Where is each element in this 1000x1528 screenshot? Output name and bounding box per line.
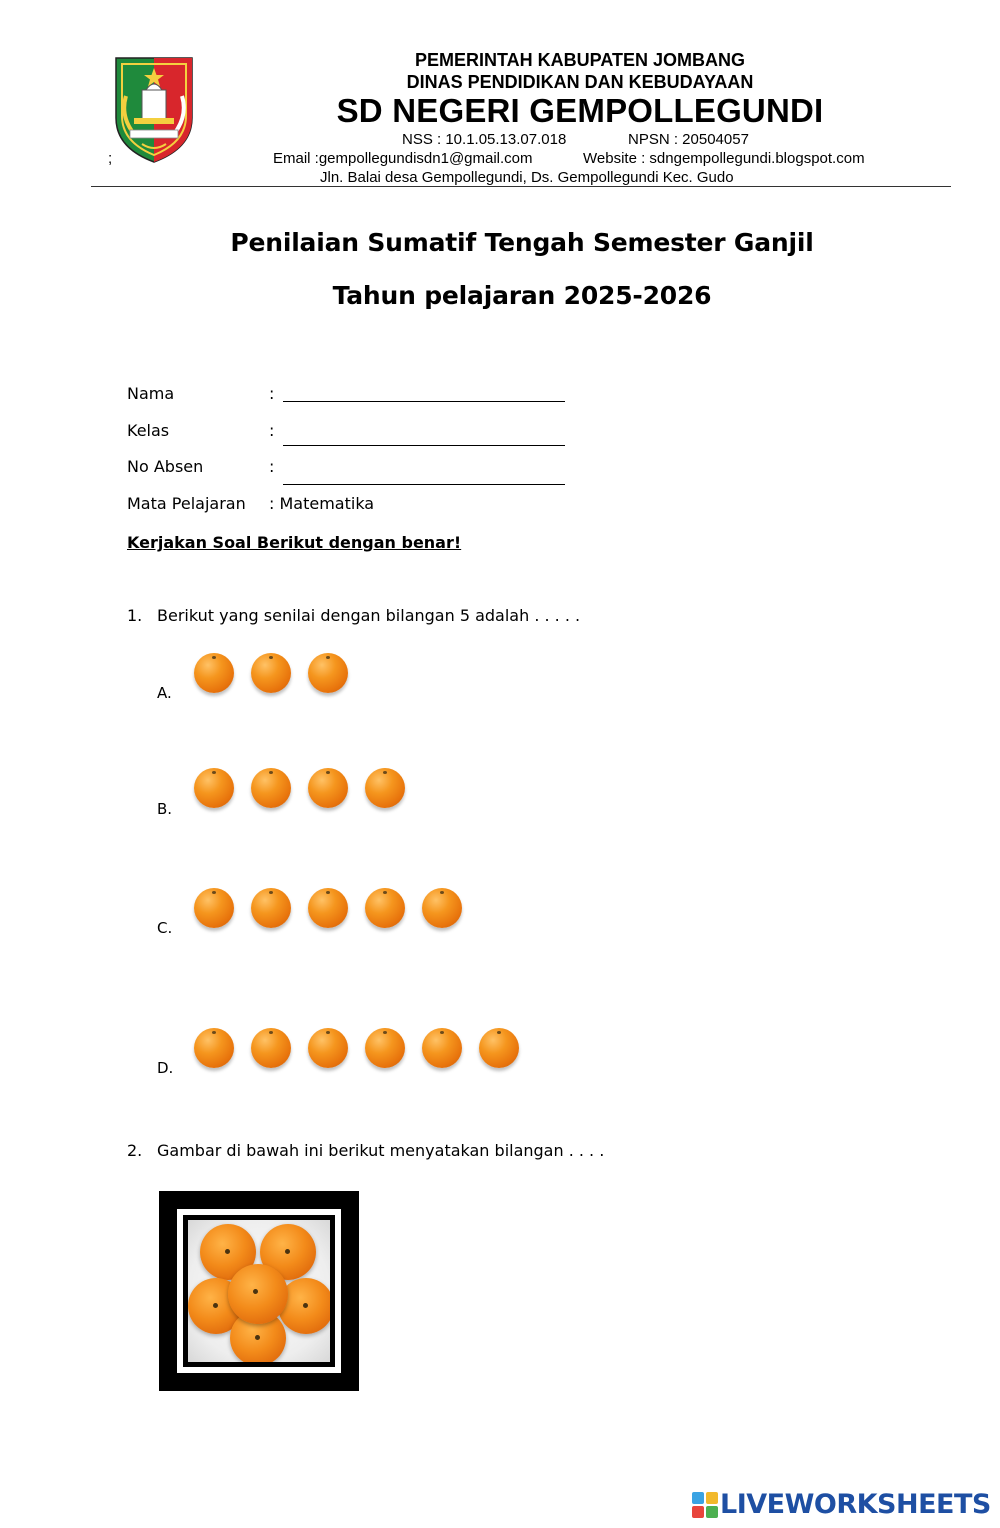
- absen-label: No Absen: [127, 457, 204, 476]
- name-colon: :: [269, 384, 275, 403]
- liveworksheets-text: LIVEWORKSHEETS: [720, 1489, 991, 1520]
- nss-number: NSS : 10.1.05.13.07.018: [402, 131, 567, 148]
- oranges-photo: [188, 1220, 330, 1362]
- option-b-oranges[interactable]: [194, 768, 405, 808]
- stray-semicolon: ;: [108, 150, 113, 167]
- name-field[interactable]: [283, 401, 565, 402]
- class-field[interactable]: [283, 445, 565, 446]
- question-2-text: Gambar di bawah ini berikut menyatakan bilangan . . . .: [157, 1141, 605, 1160]
- absen-field[interactable]: [283, 484, 565, 485]
- orange-icon: [422, 1028, 462, 1068]
- orange-icon: [251, 768, 291, 808]
- class-label: Kelas: [127, 421, 170, 440]
- orange-icon: [308, 653, 348, 693]
- orange-icon: [365, 768, 405, 808]
- option-c-label[interactable]: C.: [157, 919, 173, 937]
- orange-icon: [194, 768, 234, 808]
- option-d-label[interactable]: D.: [157, 1059, 174, 1077]
- header-department: DINAS PENDIDIKAN DAN KEBUDAYAAN: [406, 72, 754, 92]
- orange-icon: [194, 888, 234, 928]
- orange-icon: [251, 888, 291, 928]
- header-government: PEMERINTAH KABUPATEN JOMBANG: [414, 50, 745, 70]
- option-a-oranges[interactable]: [194, 653, 348, 693]
- orange-icon: [194, 1028, 234, 1068]
- question-2-number: 2.: [127, 1141, 143, 1160]
- orange-icon: [365, 888, 405, 928]
- liveworksheets-icon: [692, 1492, 718, 1518]
- header-divider: [91, 186, 951, 187]
- question-1-number: 1.: [127, 606, 143, 625]
- school-email: Email :gempollegundisdn1@gmail.com: [273, 150, 533, 167]
- orange-icon: [194, 653, 234, 693]
- oranges-picture: [159, 1191, 359, 1391]
- liveworksheets-logo: [692, 1489, 991, 1520]
- option-a-label[interactable]: A.: [157, 684, 172, 702]
- orange-icon: [365, 1028, 405, 1068]
- academic-year: Tahun pelajaran 2025-2026: [332, 281, 712, 310]
- name-label: Nama: [127, 384, 175, 403]
- exam-title: Penilaian Sumatif Tengah Semester Ganjil: [230, 228, 814, 257]
- orange-icon: [422, 888, 462, 928]
- school-address: Jln. Balai desa Gempollegundi, Ds. Gempollegundi Kec. Gudo: [320, 169, 734, 186]
- npsn-number: NPSN : 20504057: [628, 131, 749, 148]
- orange-icon: [308, 888, 348, 928]
- orange-icon: [308, 1028, 348, 1068]
- subject-label: Mata Pelajaran: [127, 494, 246, 513]
- orange-icon: [251, 653, 291, 693]
- question-1-text: Berikut yang senilai dengan bilangan 5 adalah . . . . .: [157, 606, 581, 625]
- orange-icon: [308, 768, 348, 808]
- subject-value: : Matematika: [269, 494, 375, 513]
- orange-icon: [479, 1028, 519, 1068]
- instruction-text: Kerjakan Soal Berikut dengan benar!: [127, 533, 462, 552]
- option-d-oranges[interactable]: [194, 1028, 519, 1068]
- option-c-oranges[interactable]: [194, 888, 462, 928]
- orange-icon: [228, 1264, 288, 1324]
- regency-crest-icon: [112, 56, 196, 164]
- school-website: Website : sdngempollegundi.blogspot.com: [583, 150, 865, 167]
- class-colon: :: [269, 421, 275, 440]
- absen-colon: :: [269, 457, 275, 476]
- school-name: SD NEGERI GEMPOLLEGUNDI: [336, 92, 824, 129]
- orange-icon: [251, 1028, 291, 1068]
- option-b-label[interactable]: B.: [157, 800, 173, 818]
